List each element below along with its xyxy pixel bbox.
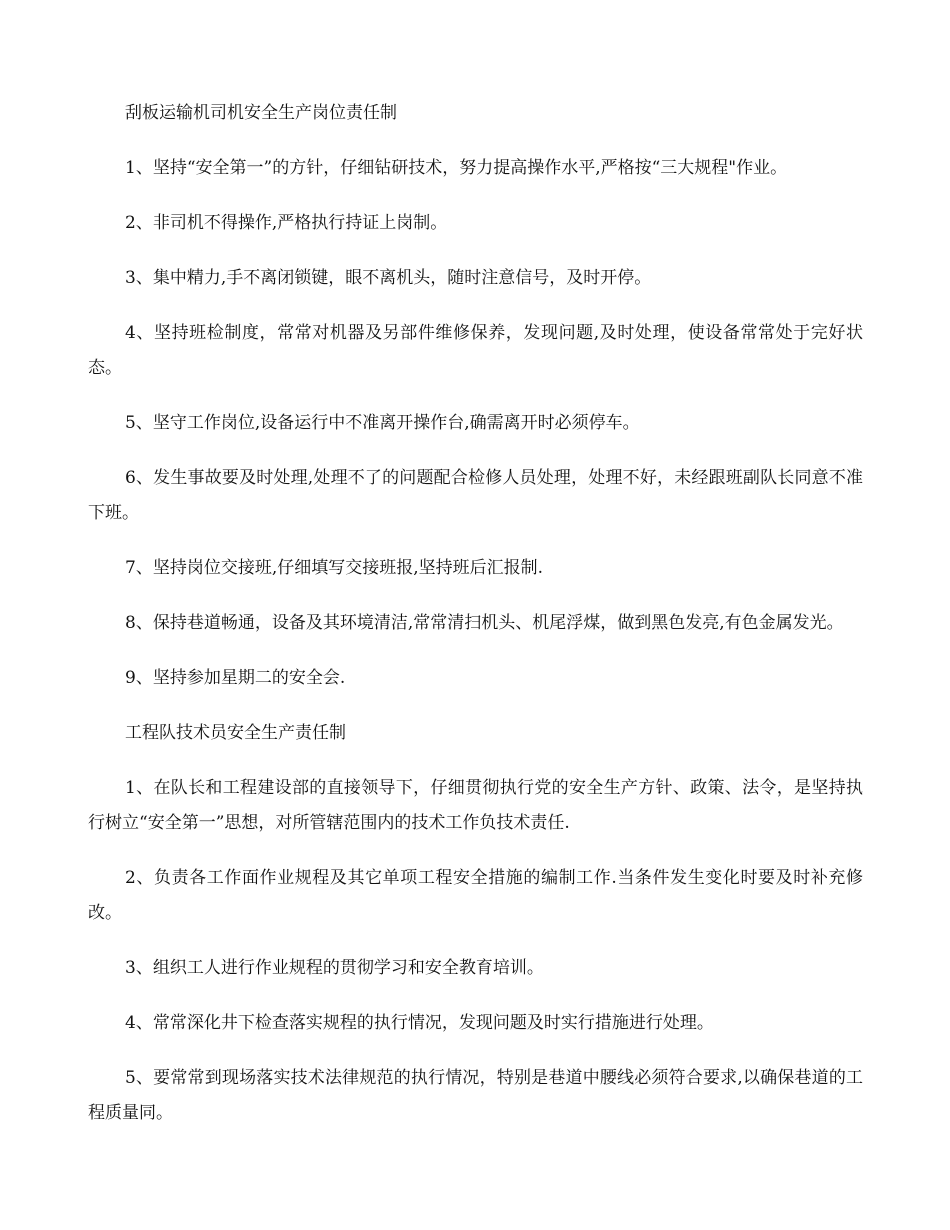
paragraph: 7、坚持岗位交接班,仔细填写交接班报,坚持班后汇报制. <box>125 558 544 578</box>
paragraph: 4、常常深化井下检查落实规程的执行情况，发现问题及时实行措施进行处理。 <box>125 1013 714 1033</box>
document-page <box>88 96 863 1151</box>
paragraph: 6、发生事故要及时处理,处理不了的问题配合检修人员处理，处理不好，未经跟班副队长同意不准下班。 <box>88 468 863 523</box>
paragraph: 9、坚持参加星期二的安全会. <box>125 668 346 688</box>
section-title: 工程队技术员安全生产责任制 <box>125 723 346 743</box>
paragraph: 1、在队长和工程建设部的直接领导下，仔细贯彻执行党的安全生产方针、政策、法令，是坚持执行树立“安全第一”思想，对所管辖范围内的技术工作负技术责任. <box>88 778 863 833</box>
paragraph: 5、要常常到现场落实技术法律规范的执行情况，特别是巷道中腰线必须符合要求,以确保巷道的工程质量同。 <box>88 1068 863 1123</box>
paragraph: 3、组织工人进行作业规程的贯彻学习和安全教育培训。 <box>125 958 544 978</box>
paragraph: 2、负责各工作面作业规程及其它单项工程安全措施的编制工作.当条件发生变化时要及时补充修改。 <box>88 868 863 923</box>
paragraph: 4、坚持班检制度，常常对机器及另部件维修保养，发现问题,及时处理，使设备常常处于完好状态。 <box>88 323 863 378</box>
section-title: 刮板运输机司机安全生产岗位责任制 <box>125 103 397 123</box>
paragraph: 2、非司机不得操作,严格执行持证上岗制。 <box>125 213 448 233</box>
paragraph: 1、坚持“安全第一”的方针，仔细钻研技术，努力提高操作水平,严格按“三大规程"作业。 <box>125 158 788 178</box>
paragraph: 8、保持巷道畅通，设备及其环境清洁,常常清扫机头、机尾浮煤，做到黑色发亮,有色金属发光。 <box>125 613 844 633</box>
paragraph: 3、集中精力,手不离闭锁键，眼不离机头，随时注意信号，及时开停。 <box>125 268 652 288</box>
paragraph: 5、坚守工作岗位,设备运行中不准离开操作台,确需离开时必须停车。 <box>125 413 640 433</box>
